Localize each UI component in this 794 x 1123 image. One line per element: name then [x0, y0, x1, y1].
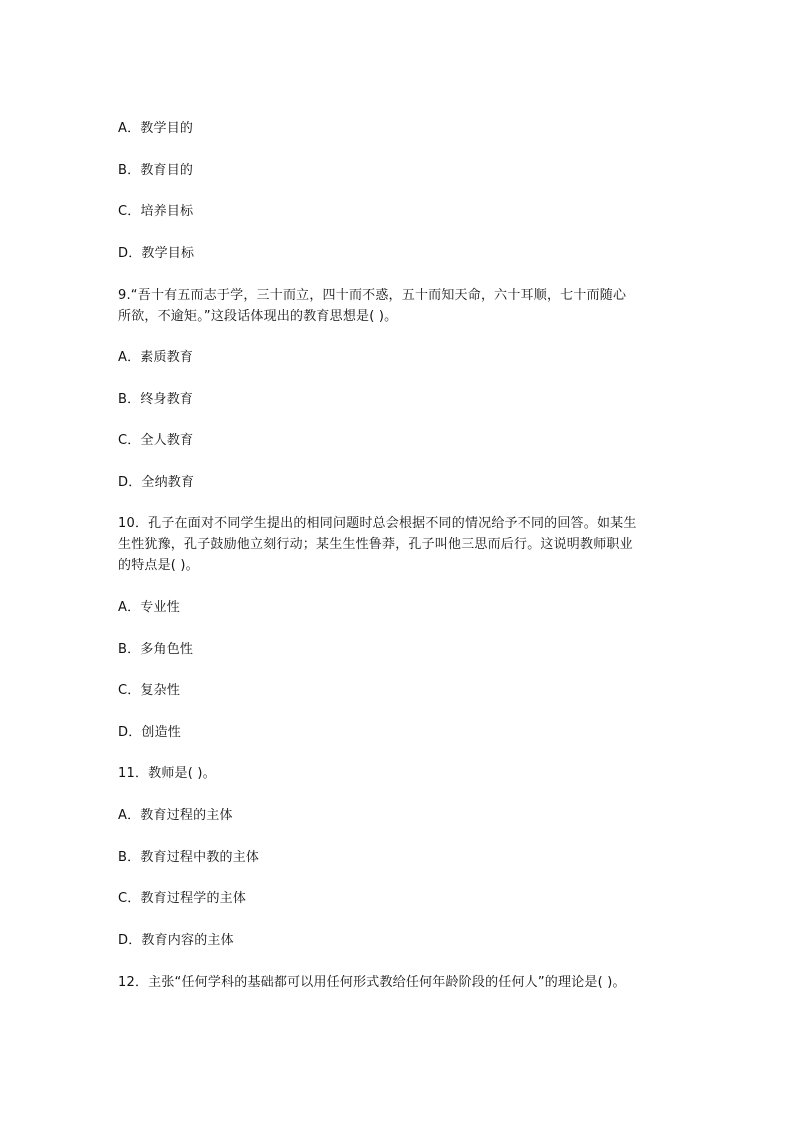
q9-stem-line-2: 所欲，不逾矩。”这段话体现出的教育思想是( )。 [118, 309, 398, 324]
q12-stem: 12．主张“任何学科的基础都可以用任何形式教给任何年龄阶段的任何人”的理论是( )。 [118, 975, 626, 990]
q9-option-a: A．素质教育 [118, 350, 194, 365]
q10-option-b: B．多角色性 [118, 642, 194, 657]
q9-stem-line-1: 9.“吾十有五而志于学，三十而立，四十而不惑，五十而知天命，六十耳顺，七十而随心 [118, 288, 627, 303]
q9-option-d: D．全纳教育 [118, 475, 195, 490]
q10-stem-line-2: 生性犹豫，孔子鼓励他立刻行动；某生生性鲁莽，孔子叫他三思而后行。这说明教师职业 [118, 537, 633, 552]
q10-stem-line-1: 10．孔子在面对不同学生提出的相同问题时总会根据不同的情况给予不同的回答。如某生 [118, 516, 637, 531]
q8-option-a: A．教学目的 [118, 121, 194, 136]
q10-option-c: C．复杂性 [118, 683, 181, 698]
q11-option-b: B．教育过程中教的主体 [118, 850, 260, 865]
q10-stem-line-3: 的特点是( )。 [118, 558, 199, 573]
q8-option-d: D．教学目标 [118, 246, 195, 261]
q9-option-b: B．终身教育 [118, 392, 194, 407]
q8-option-b: B．教育目的 [118, 163, 194, 178]
q8-option-c: C．培养目标 [118, 204, 194, 219]
q11-stem: 11．教师是( )。 [118, 766, 216, 781]
q10-option-a: A．专业性 [118, 600, 180, 615]
q11-option-c: C．教育过程学的主体 [118, 891, 247, 906]
q11-option-a: A．教育过程的主体 [118, 808, 233, 823]
q9-option-c: C．全人教育 [118, 433, 194, 448]
q10-option-d: D．创造性 [118, 725, 182, 740]
q11-option-d: D．教育内容的主体 [118, 933, 234, 948]
